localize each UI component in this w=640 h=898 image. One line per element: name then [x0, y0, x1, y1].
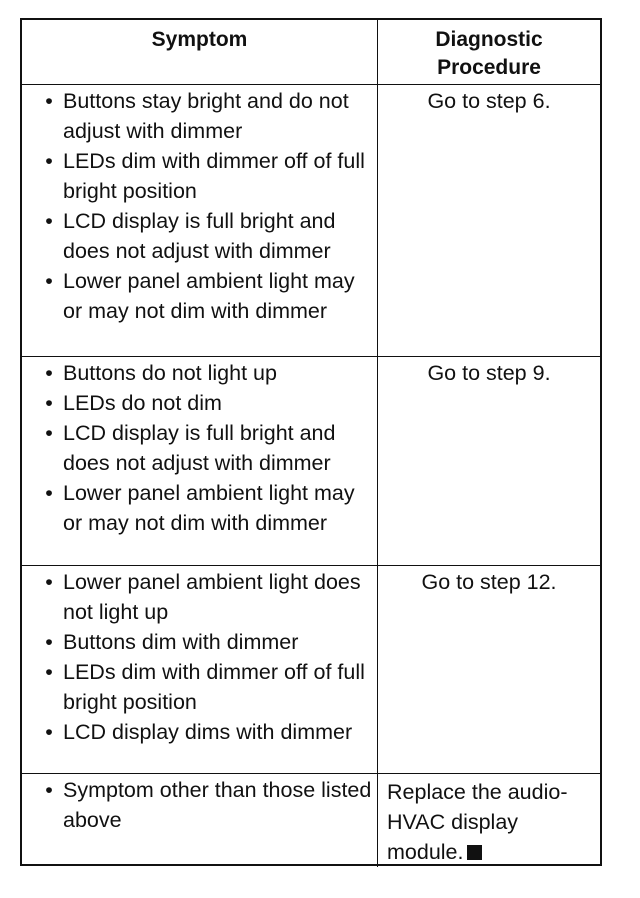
symptom-item [22, 86, 377, 146]
symptom-item [22, 358, 377, 388]
black-square-end-icon [467, 845, 482, 860]
symptom-item [22, 627, 377, 657]
symptom-text: Buttons dim with dimmer [63, 630, 299, 654]
symptom-text: Symptom other than those listed above [63, 778, 372, 832]
symptom-item [22, 146, 377, 206]
symptom-text: Lower panel ambient light may or may not dim with dimmer [63, 269, 355, 323]
bullet-icon: • [45, 269, 53, 293]
bullet-icon: • [45, 391, 53, 415]
symptom-cell [22, 566, 378, 773]
procedure-cell [378, 85, 600, 356]
table-row [22, 84, 600, 356]
bullet-icon: • [45, 361, 53, 385]
procedure-text: Go to step 9. [427, 361, 551, 385]
symptom-cell [22, 85, 378, 356]
bullet-icon: • [45, 630, 53, 654]
bullet-icon: • [45, 89, 53, 113]
symptom-text: Lower panel ambient light may or may not dim with dimmer [63, 481, 355, 535]
bullet-icon: • [45, 778, 53, 802]
symptom-cell [22, 357, 378, 565]
symptom-text: LCD display is full bright and does not adjust with dimmer [63, 209, 336, 263]
symptom-text: Lower panel ambient light does not light up [63, 570, 361, 624]
symptom-text: Buttons stay bright and do not adjust with dimmer [63, 89, 349, 143]
symptom-item [22, 478, 377, 538]
symptom-item [22, 657, 377, 717]
procedure-text: Replace the audio-HVAC display module. [387, 780, 568, 864]
procedure-cell [378, 357, 600, 565]
symptom-list [22, 85, 377, 326]
bullet-icon: • [45, 660, 53, 684]
symptom-text: LCD display is full bright and does not adjust with dimmer [63, 421, 336, 475]
table-row [22, 773, 600, 864]
symptom-text: LEDs dim with dimmer off of full bright position [63, 660, 365, 714]
symptom-item [22, 717, 377, 747]
symptom-header-label: Symptom [151, 28, 248, 51]
bullet-icon: • [45, 570, 53, 594]
table-row [22, 356, 600, 565]
bullet-icon: • [45, 149, 53, 173]
symptom-item [22, 266, 377, 326]
symptom-column-header [22, 20, 378, 84]
symptom-item [22, 775, 377, 835]
bullet-icon: • [45, 209, 53, 233]
bullet-icon: • [45, 421, 53, 445]
symptom-text: Buttons do not light up [63, 361, 277, 385]
procedure-cell [378, 774, 600, 867]
diagnostic-table [20, 18, 602, 866]
procedure-cell [378, 566, 600, 773]
symptom-item [22, 388, 377, 418]
symptom-item [22, 206, 377, 266]
symptom-list [22, 357, 377, 538]
procedure-header-label-line1: Diagnostic [435, 28, 543, 51]
procedure-text: Go to step 6. [427, 89, 551, 113]
procedure-header-label-line2: Procedure [437, 56, 541, 79]
symptom-list [22, 774, 377, 835]
symptom-item [22, 567, 377, 627]
symptom-item [22, 418, 377, 478]
procedure-column-header [378, 20, 600, 84]
procedure-text: Go to step 12. [421, 570, 557, 594]
table-header-row [22, 20, 600, 84]
bullet-icon: • [45, 481, 53, 505]
table-row [22, 565, 600, 773]
symptom-text: LEDs dim with dimmer off of full bright position [63, 149, 365, 203]
symptom-text: LEDs do not dim [63, 391, 222, 415]
symptom-text: LCD display dims with dimmer [63, 720, 353, 744]
symptom-cell [22, 774, 378, 867]
symptom-list [22, 566, 377, 747]
bullet-icon: • [45, 720, 53, 744]
